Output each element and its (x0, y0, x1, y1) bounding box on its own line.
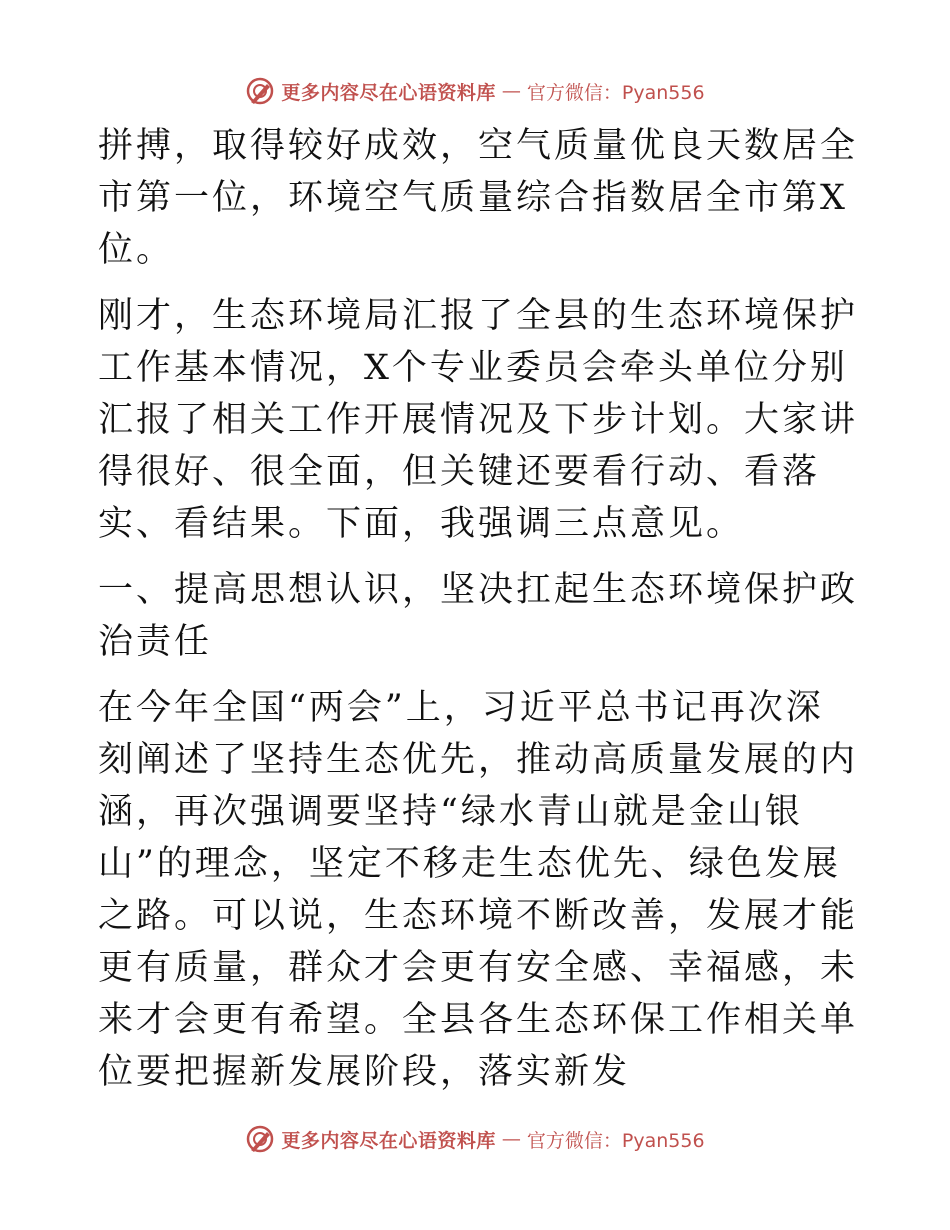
watermark-header (0, 71, 950, 111)
section-heading-1: 一、提高思想认识，坚决扛起生态环境保护政治责任 (98, 570, 859, 662)
paragraph-1: 拼搏，取得较好成效，空气质量优良天数居全市第一位，环境空气质量综合指数居全市第X位。 (98, 126, 859, 270)
document-body (98, 120, 858, 1098)
paragraph-2: 刚才，生态环境局汇报了全县的生态环境保护工作基本情况，X个专业委员会牵头单位分别汇报了相关工作开展情况及下步计划。大家讲得很好、很全面，但关键还要看行动、看落实、看结果。下面，我强调三点意见。 (98, 296, 859, 544)
watermark-account-text: 官方微信：Pyan556 (526, 81, 705, 104)
watermark-footer (0, 1119, 950, 1159)
paragraph-3: 在今年全国“两会”上，习近平总书记再次深刻阐述了坚持生态优先，推动高质量发展的内涵，再次强调要坚持“绿水青山就是金山银山”的理念，坚定不移走生态优先、绿色发展之路。可以说，生态环境不断改善，发展才能更有质量，群众才会更有安全感、幸福感，未来才会更有希望。全县各生态环保工作相关单位要把握新发展阶段，落实新发 (98, 688, 859, 1092)
watermark-site-text: 更多内容尽在心语资料库 (281, 81, 496, 104)
watermark-account-text: 官方微信：Pyan556 (526, 1129, 705, 1152)
pen-logo-icon (245, 76, 275, 106)
watermark-separator: — (501, 1128, 521, 1150)
watermark-separator: — (501, 80, 521, 102)
watermark-site-text: 更多内容尽在心语资料库 (281, 1129, 496, 1152)
pen-logo-icon (245, 1124, 275, 1154)
